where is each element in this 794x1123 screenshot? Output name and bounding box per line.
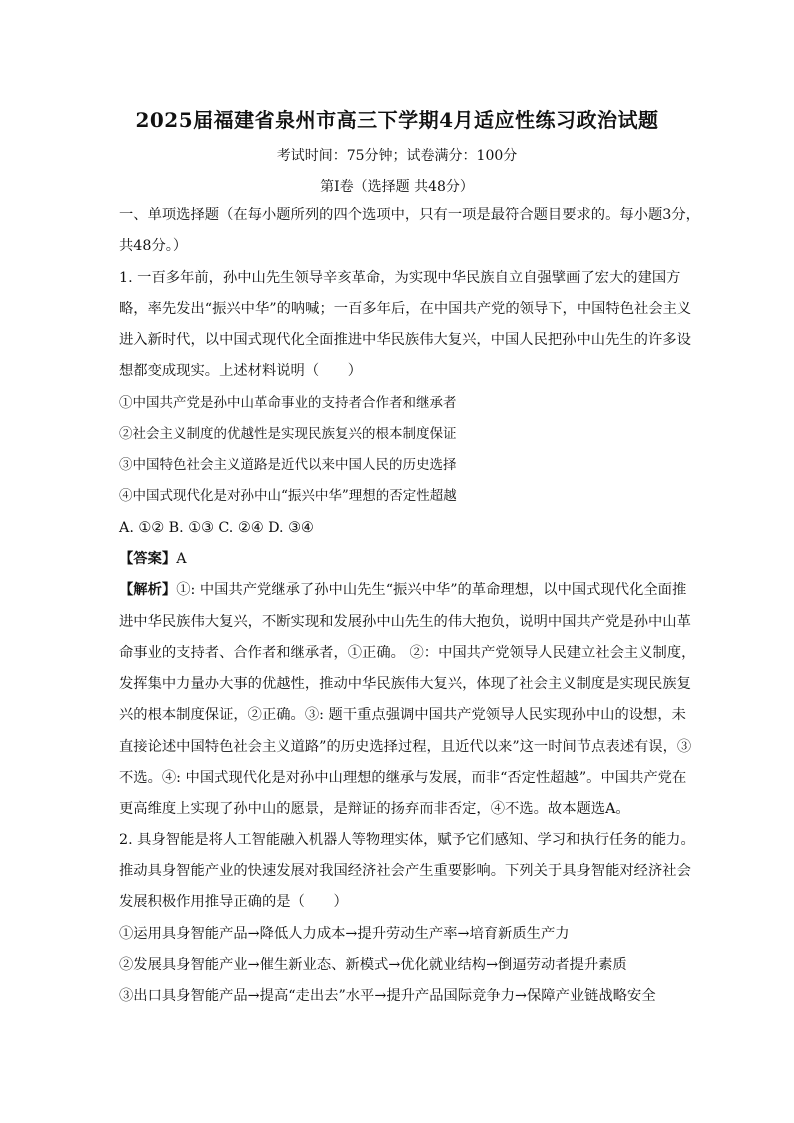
q1-analysis-line: 命事业的支持者、合作者和继承者，①正确。 ②：中国共产党领导人民建立社会主义制度， xyxy=(119,645,696,661)
section-instruction-line: 一、单项选择题（在每小题所列的四个选项中，只有一项是最符合题目要求的。每小题3分， xyxy=(119,207,700,223)
volume-heading: 第Ⅰ卷（选择题 共48分） xyxy=(320,179,474,195)
answer-value: A xyxy=(176,551,187,567)
analysis-text: ①: 中国共产党继承了孙中山先生“振兴中华”的革命理想，以中国式现代化全面推 xyxy=(176,582,687,598)
q1-option: ④中国式现代化是对孙中山“振兴中华”理想的否定性超越 xyxy=(119,488,457,504)
q1-stem-line: 略，率先发出“振兴中华”的呐喊；一百多年后，在中国共产党的领导下，中国特色社会主义 xyxy=(119,301,692,317)
q2-option: ③出口具身智能产品→提高“走出去”水平→提升产品国际竞争力→保障产业链战略安全 xyxy=(119,988,656,1004)
q1-option: ②社会主义制度的优越性是实现民族复兴的根本制度保证 xyxy=(119,426,457,442)
page-title: 2025届福建省泉州市高三下学期4月适应性练习政治试题 xyxy=(135,108,659,132)
q1-analysis-line: 进中华民族伟大复兴，不断实现和发展孙中山先生的伟大抱负，说明中国共产党是孙中山革 xyxy=(119,614,691,630)
analysis-label: 【解析】 xyxy=(119,582,177,598)
q1-stem-line: 1. 一百多年前，孙中山先生领导辛亥革命，为实现中华民族自立自强擘画了宏大的建国方 xyxy=(119,270,681,286)
q1-stem-line: 进入新时代，以中国式现代化全面推进中华民族伟大复兴，中国人民把孙中山先生的许多设 xyxy=(119,332,691,348)
q2-option: ②发展具身智能产业→催生新业态、新模式→优化就业结构→倒逼劳动者提升素质 xyxy=(119,957,627,973)
q2-stem-line: 推动具身智能产业的快速发展对我国经济社会产生重要影响。下列关于具身智能对经济社会 xyxy=(119,863,691,879)
q1-option: ①中国共产党是孙中山革命事业的支持者合作者和继承者 xyxy=(119,395,457,411)
q1-choices: A. ①② B. ①③ C. ②④ D. ③④ xyxy=(119,520,314,536)
q1-option: ③中国特色社会主义道路是近代以来中国人民的历史选择 xyxy=(119,457,457,473)
q1-stem-line: 想都变成现实。上述材料说明（ ） xyxy=(119,363,363,379)
exam-info: 考试时间：75分钟；试卷满分：100分 xyxy=(276,148,518,164)
q2-stem-line: 2. 具身智能是将人工智能融入机器人等物理实体，赋予它们感知、学习和执行任务的能力。 xyxy=(119,832,695,848)
q1-analysis-line xyxy=(119,580,687,600)
q1-analysis-line: 发挥集中力量办大事的优越性，推动中华民族伟大复兴，体现了社会主义制度是实现民族复 xyxy=(119,676,691,692)
q1-analysis-line: 直接论述中国特色社会主义道路”的历史选择过程，且近代以来”这一时间节点表述有误，③ xyxy=(119,739,692,755)
section-instruction-line: 共48分。） xyxy=(119,238,188,254)
q2-stem-line: 发展积极作用推导正确的是（ ） xyxy=(119,894,348,910)
answer-label: 【答案】 xyxy=(119,551,177,567)
q1-analysis-line: 兴的根本制度保证，②正确。③: 题干重点强调中国共产党领导人民实现孙中山的设想，未 xyxy=(119,707,686,723)
q1-analysis-line: 不选。④: 中国式现代化是对孙中山理想的继承与发展，而非“否定性超越”。中国共产党在 xyxy=(119,770,687,786)
q2-option: ①运用具身智能产品→降低人力成本→提升劳动生产率→培育新质生产力 xyxy=(119,926,570,942)
q1-analysis-line: 更高维度上实现了孙中山的愿景，是辩证的扬弃而非否定，④不选。故本题选A。 xyxy=(119,801,630,817)
q1-answer xyxy=(119,549,679,569)
